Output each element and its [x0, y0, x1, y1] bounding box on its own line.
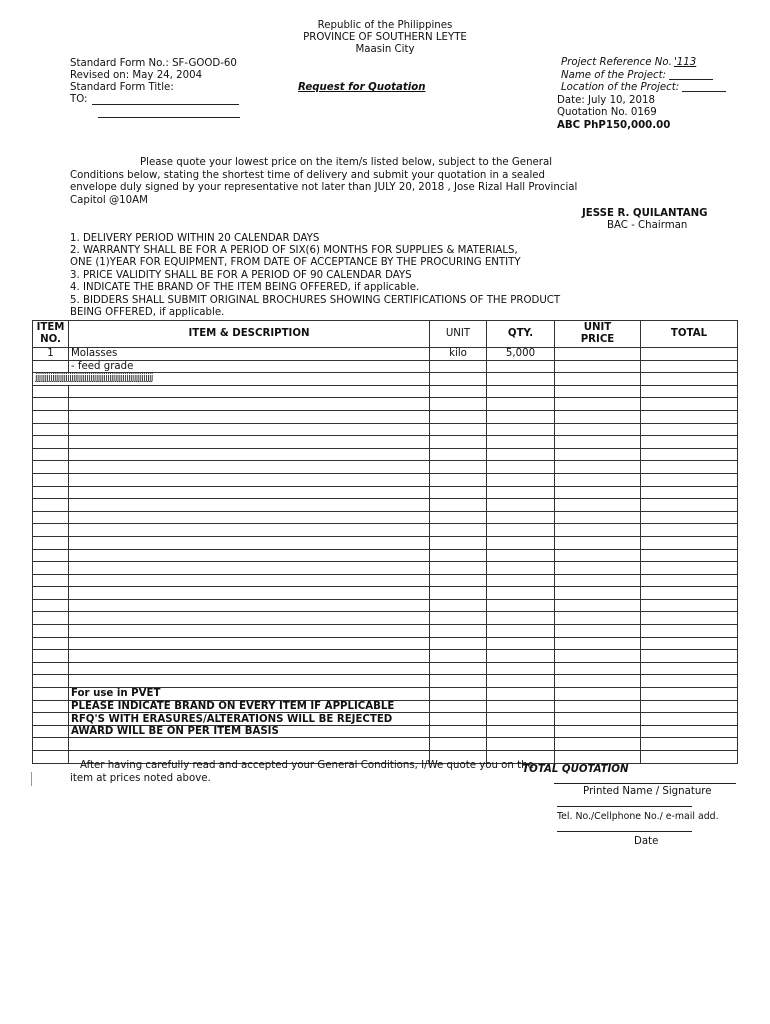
- total-quotation-value[interactable]: [641, 763, 738, 775]
- item-description-cell: [69, 436, 430, 449]
- item-description-cell: [69, 650, 430, 663]
- total-cell[interactable]: [641, 410, 738, 423]
- table-row: [33, 562, 738, 575]
- total-cell[interactable]: [641, 612, 738, 625]
- table-header-row: [33, 321, 738, 348]
- item-qty-cell: [487, 536, 555, 549]
- item-description-cell: - feed grade: [69, 360, 430, 373]
- table-row: [33, 448, 738, 461]
- unit-price-cell[interactable]: [555, 688, 641, 701]
- table-row: [33, 599, 738, 612]
- table-row: [33, 725, 738, 738]
- item-unit-cell: [430, 587, 487, 600]
- header-unit-price: [555, 321, 641, 348]
- unit-price-cell[interactable]: [555, 738, 641, 751]
- item-no-cell: [33, 637, 69, 650]
- header-unit-price-line2: PRICE: [580, 334, 615, 345]
- item-qty-cell: [487, 524, 555, 537]
- item-qty-cell: [487, 738, 555, 751]
- unit-price-cell[interactable]: [555, 385, 641, 398]
- unit-price-cell[interactable]: [555, 486, 641, 499]
- item-unit-cell: [430, 461, 487, 474]
- item-unit-cell: [430, 713, 487, 726]
- item-unit-cell: [430, 473, 487, 486]
- item-no-cell: [33, 499, 69, 512]
- to-line-2: [98, 117, 240, 118]
- item-qty-cell: [487, 511, 555, 524]
- item-no-cell: [33, 549, 69, 562]
- revised-on: Revised on: May 24, 2004: [70, 70, 203, 81]
- total-cell[interactable]: [641, 725, 738, 738]
- quotation-date: Date: July 10, 2018: [557, 95, 655, 106]
- condition-2-cont: ONE (1)YEAR FOR EQUIPMENT, FROM DATE OF ACCEPTANCE BY THE PROCURING ENTITY: [70, 257, 521, 268]
- total-cell[interactable]: [641, 486, 738, 499]
- header-unit: UNIT: [430, 321, 487, 348]
- total-cell[interactable]: [641, 662, 738, 675]
- unit-price-cell[interactable]: [555, 637, 641, 650]
- filler-row-cell: jjjjjjjjjjjjjjjjjjjjjjjjjjjjjjjjjjjjjjjjjjjjjjjjjjjjjjjjjjjjjj: [33, 373, 430, 386]
- total-cell[interactable]: [641, 713, 738, 726]
- unit-price-cell[interactable]: [555, 410, 641, 423]
- condition-2: 2. WARRANTY SHALL BE FOR A PERIOD OF SIX(6) MONTHS FOR SUPPLIES & MATERIALS,: [70, 245, 518, 256]
- project-name-line: [669, 79, 713, 80]
- item-qty-cell: [487, 562, 555, 575]
- item-unit-cell: [430, 511, 487, 524]
- item-no-cell: 1: [33, 348, 69, 361]
- item-description-cell: [69, 448, 430, 461]
- total-cell[interactable]: [641, 738, 738, 751]
- table-row: [33, 662, 738, 675]
- item-qty-cell: [487, 625, 555, 638]
- total-cell[interactable]: [641, 473, 738, 486]
- item-description-cell: [69, 486, 430, 499]
- item-description-cell: [69, 662, 430, 675]
- item-description-cell: [69, 562, 430, 575]
- item-no-cell: [33, 486, 69, 499]
- table-row: [33, 436, 738, 449]
- table-row: [33, 713, 738, 726]
- table-row: [33, 360, 738, 373]
- total-cell[interactable]: [641, 536, 738, 549]
- unit-price-cell[interactable]: [555, 461, 641, 474]
- table-row: [33, 473, 738, 486]
- item-qty-cell: [487, 360, 555, 373]
- item-description-cell: [69, 549, 430, 562]
- item-unit-cell: [430, 612, 487, 625]
- total-cell[interactable]: [641, 574, 738, 587]
- item-no-cell: [33, 625, 69, 638]
- item-qty-cell: [487, 423, 555, 436]
- table-row: [33, 688, 738, 701]
- note-cell: AWARD WILL BE ON PER ITEM BASIS: [69, 725, 430, 738]
- unit-price-cell[interactable]: [555, 423, 641, 436]
- unit-price-cell[interactable]: [555, 713, 641, 726]
- item-qty-cell: 5,000: [487, 348, 555, 361]
- total-cell[interactable]: [641, 637, 738, 650]
- table-row: [33, 612, 738, 625]
- total-cell[interactable]: [641, 650, 738, 663]
- item-qty-cell: [487, 461, 555, 474]
- table-row: [33, 348, 738, 361]
- item-no-cell: [33, 725, 69, 738]
- item-unit-cell: [430, 385, 487, 398]
- unit-price-cell[interactable]: [555, 473, 641, 486]
- standard-form-no: Standard Form No.: SF-GOOD-60: [70, 58, 237, 69]
- table-row: [33, 499, 738, 512]
- item-unit-cell: [430, 398, 487, 411]
- table-row: [33, 625, 738, 638]
- item-description-cell: [69, 511, 430, 524]
- unit-price-cell[interactable]: [555, 398, 641, 411]
- item-no-cell: [33, 410, 69, 423]
- item-description-cell: [69, 574, 430, 587]
- item-no-cell: [33, 461, 69, 474]
- item-no-cell: [33, 751, 69, 764]
- form-title: Request for Quotation: [298, 82, 426, 93]
- item-description-cell: [69, 410, 430, 423]
- item-unit-cell: [430, 738, 487, 751]
- total-cell[interactable]: [641, 511, 738, 524]
- item-qty-cell: [487, 574, 555, 587]
- project-ref-label: Project Reference No.: [561, 57, 672, 68]
- quotation-table: [32, 320, 738, 775]
- quotation-no: Quotation No. 0169: [557, 107, 657, 118]
- header-item-description: ITEM & DESCRIPTION: [69, 321, 430, 348]
- item-no-cell: [33, 675, 69, 688]
- table-row: [33, 675, 738, 688]
- to-label: TO:: [70, 94, 88, 105]
- item-description-cell: [69, 599, 430, 612]
- total-cell[interactable]: [641, 587, 738, 600]
- unit-price-cell[interactable]: [555, 662, 641, 675]
- item-no-cell: [33, 511, 69, 524]
- header-item-no: [33, 321, 69, 348]
- item-qty-cell: [487, 675, 555, 688]
- header-city: Maasin City: [355, 44, 415, 55]
- table-row: [33, 549, 738, 562]
- header-unit-price-line1: UNIT: [583, 322, 612, 333]
- total-cell[interactable]: [641, 524, 738, 537]
- item-no-cell: [33, 713, 69, 726]
- item-no-cell: [33, 599, 69, 612]
- item-no-cell: [33, 562, 69, 575]
- item-qty-cell: [487, 473, 555, 486]
- unit-price-cell[interactable]: [555, 625, 641, 638]
- item-no-cell: [33, 688, 69, 701]
- item-description-cell: [69, 738, 430, 751]
- tel-label: Tel. No./Cellphone No./ e-mail add.: [557, 811, 719, 822]
- item-description-cell: [69, 612, 430, 625]
- total-cell[interactable]: [641, 373, 738, 386]
- item-no-cell: [33, 700, 69, 713]
- item-unit-cell: [430, 725, 487, 738]
- item-unit-cell: [430, 650, 487, 663]
- acceptance-line-2: item at prices noted above.: [70, 773, 211, 784]
- item-qty-cell: [487, 436, 555, 449]
- tel-line: [557, 806, 692, 807]
- total-cell[interactable]: [641, 436, 738, 449]
- unit-price-cell[interactable]: [555, 700, 641, 713]
- item-unit-cell: [430, 688, 487, 701]
- item-no-cell: [33, 473, 69, 486]
- unit-price-cell[interactable]: [555, 675, 641, 688]
- header-qty: QTY.: [487, 321, 555, 348]
- unit-price-cell[interactable]: [555, 612, 641, 625]
- item-no-cell: [33, 524, 69, 537]
- item-qty-cell: [487, 486, 555, 499]
- total-cell[interactable]: [641, 549, 738, 562]
- item-no-cell: [33, 448, 69, 461]
- total-cell[interactable]: [641, 461, 738, 474]
- standard-form-title: Standard Form Title:: [70, 82, 174, 93]
- header-province: PROVINCE OF SOUTHERN LEYTE: [303, 32, 467, 43]
- unit-price-cell[interactable]: [555, 751, 641, 764]
- item-no-cell: [33, 612, 69, 625]
- item-qty-cell: [487, 650, 555, 663]
- unit-price-cell[interactable]: [555, 448, 641, 461]
- item-unit-cell: [430, 524, 487, 537]
- total-cell[interactable]: [641, 625, 738, 638]
- item-description-cell: [69, 675, 430, 688]
- unit-price-cell[interactable]: [555, 436, 641, 449]
- item-qty-cell: [487, 448, 555, 461]
- item-no-cell: [33, 360, 69, 373]
- item-unit-cell: [430, 700, 487, 713]
- item-qty-cell: [487, 713, 555, 726]
- intro-line-4: Capitol @10AM: [70, 195, 148, 206]
- total-cell[interactable]: [641, 360, 738, 373]
- total-cell[interactable]: [641, 562, 738, 575]
- header-item-no-line1: ITEM: [36, 322, 65, 333]
- item-no-cell: [33, 423, 69, 436]
- item-qty-cell: [487, 662, 555, 675]
- note-cell: RFQ'S WITH ERASURES/ALTERATIONS WILL BE REJECTED: [69, 713, 430, 726]
- item-no-cell: [33, 650, 69, 663]
- item-qty-cell: [487, 499, 555, 512]
- condition-1: 1. DELIVERY PERIOD WITHIN 20 CALENDAR DAYS: [70, 233, 320, 244]
- item-unit-cell: [430, 360, 487, 373]
- item-description-cell: [69, 499, 430, 512]
- total-cell[interactable]: [641, 675, 738, 688]
- total-cell[interactable]: [641, 385, 738, 398]
- item-description-cell: [69, 587, 430, 600]
- table-row: [33, 373, 738, 386]
- unit-price-cell[interactable]: [555, 725, 641, 738]
- item-unit-cell: [430, 410, 487, 423]
- total-cell[interactable]: [641, 423, 738, 436]
- condition-5: 5. BIDDERS SHALL SUBMIT ORIGINAL BROCHURES SHOWING CERTIFICATIONS OF THE PRODUCT: [70, 295, 561, 306]
- item-no-cell: [33, 587, 69, 600]
- item-description-cell: [69, 536, 430, 549]
- item-unit-cell: [430, 574, 487, 587]
- item-description-cell: [69, 625, 430, 638]
- item-no-cell: [33, 436, 69, 449]
- unit-price-cell[interactable]: [555, 511, 641, 524]
- table-row: [33, 423, 738, 436]
- header-total: TOTAL: [641, 321, 738, 348]
- note-cell: PLEASE INDICATE BRAND ON EVERY ITEM IF APPLICABLE: [69, 700, 430, 713]
- item-unit-cell: [430, 423, 487, 436]
- item-description-cell: [69, 473, 430, 486]
- item-qty-cell: [487, 398, 555, 411]
- item-unit-cell: [430, 486, 487, 499]
- item-unit-cell: [430, 549, 487, 562]
- item-unit-cell: [430, 625, 487, 638]
- project-location-label: Location of the Project:: [561, 82, 680, 93]
- table-row: [33, 524, 738, 537]
- item-no-cell: [33, 662, 69, 675]
- header-republic: Republic of the Philippines: [317, 20, 453, 31]
- item-qty-cell: [487, 700, 555, 713]
- unit-price-cell[interactable]: [555, 574, 641, 587]
- item-unit-cell: [430, 536, 487, 549]
- project-location-line: [682, 91, 726, 92]
- item-unit-cell: [430, 448, 487, 461]
- table-row: [33, 700, 738, 713]
- intro-line-1: Please quote your lowest price on the item/s listed below, subject to the General: [140, 157, 553, 168]
- item-unit-cell: [430, 662, 487, 675]
- date-label: Date: [634, 836, 659, 847]
- condition-3: 3. PRICE VALIDITY SHALL BE FOR A PERIOD OF 90 CALENDAR DAYS: [70, 270, 412, 281]
- total-quotation-label: TOTAL QUOTATION: [522, 763, 629, 775]
- unit-price-cell[interactable]: [555, 348, 641, 361]
- table-row: [33, 511, 738, 524]
- table-row: [33, 461, 738, 474]
- item-description-cell: [69, 385, 430, 398]
- table-row: [33, 574, 738, 587]
- total-cell[interactable]: [641, 499, 738, 512]
- note-cell: For use in PVET: [69, 688, 430, 701]
- header-item-no-line2: NO.: [40, 334, 61, 345]
- unit-price-cell[interactable]: [555, 587, 641, 600]
- unit-price-cell[interactable]: [555, 524, 641, 537]
- abc-amount: ABC PhP150,000.00: [557, 120, 671, 131]
- total-cell[interactable]: [641, 348, 738, 361]
- item-description-cell: [69, 637, 430, 650]
- printed-name-label: Printed Name / Signature: [583, 786, 712, 797]
- item-description-cell: Molasses: [69, 348, 430, 361]
- chairman-title: BAC - Chairman: [607, 220, 688, 231]
- item-qty-cell: [487, 587, 555, 600]
- item-qty-cell: [487, 688, 555, 701]
- unit-price-cell[interactable]: [555, 562, 641, 575]
- table-row: [33, 637, 738, 650]
- item-unit-cell: [430, 436, 487, 449]
- total-cell[interactable]: [641, 700, 738, 713]
- intro-line-2: Conditions below, stating the shortest time of delivery and submit your quotation in a sealed: [70, 170, 546, 181]
- unit-price-cell[interactable]: [555, 360, 641, 373]
- table-row: [33, 587, 738, 600]
- item-no-cell: [33, 574, 69, 587]
- table-row: [33, 486, 738, 499]
- table-row: [33, 398, 738, 411]
- total-cell[interactable]: [641, 448, 738, 461]
- total-cell[interactable]: [641, 599, 738, 612]
- table-row: [33, 536, 738, 549]
- condition-5-cont: BEING OFFERED, if applicable.: [70, 307, 225, 318]
- signature-line: [554, 783, 736, 784]
- total-cell[interactable]: [641, 751, 738, 764]
- table-row: [33, 410, 738, 423]
- total-cell[interactable]: [641, 398, 738, 411]
- item-unit-cell: [430, 562, 487, 575]
- table-row: [33, 650, 738, 663]
- item-unit-cell: kilo: [430, 348, 487, 361]
- item-description-cell: [69, 524, 430, 537]
- condition-4: 4. INDICATE THE BRAND OF THE ITEM BEING OFFERED, if applicable.: [70, 282, 420, 293]
- item-unit-cell: [430, 675, 487, 688]
- unit-price-cell[interactable]: [555, 650, 641, 663]
- unit-price-cell[interactable]: [555, 549, 641, 562]
- table-row: [33, 738, 738, 751]
- item-no-cell: [33, 536, 69, 549]
- intro-line-3: envelope duly signed by your representative not later than JULY 20, 2018 , Jose Rizal Hall Provincial: [70, 182, 578, 193]
- item-unit-cell: [430, 499, 487, 512]
- item-no-cell: [33, 385, 69, 398]
- item-qty-cell: [487, 410, 555, 423]
- table-row: [33, 385, 738, 398]
- item-qty-cell: [487, 612, 555, 625]
- item-description-cell: [69, 423, 430, 436]
- item-unit-cell: [430, 373, 487, 386]
- unit-price-cell[interactable]: [555, 599, 641, 612]
- item-qty-cell: [487, 549, 555, 562]
- item-qty-cell: [487, 373, 555, 386]
- item-qty-cell: [487, 599, 555, 612]
- item-description-cell: [69, 398, 430, 411]
- item-unit-cell: [430, 637, 487, 650]
- acceptance-line-1: After having carefully read and accepted your General Conditions, I/We quote you on the: [80, 760, 534, 771]
- total-cell[interactable]: [641, 688, 738, 701]
- margin-mark: [31, 772, 32, 786]
- item-qty-cell: [487, 385, 555, 398]
- item-description-cell: [69, 461, 430, 474]
- item-qty-cell: [487, 637, 555, 650]
- date-line: [557, 831, 692, 832]
- unit-price-cell[interactable]: [555, 536, 641, 549]
- item-no-cell: [33, 398, 69, 411]
- project-ref-value: '113: [674, 57, 697, 68]
- chairman-name: JESSE R. QUILANTANG: [582, 208, 708, 219]
- unit-price-cell[interactable]: [555, 373, 641, 386]
- project-name-label: Name of the Project:: [561, 70, 666, 81]
- item-no-cell: [33, 738, 69, 751]
- to-line-1: [92, 104, 239, 105]
- item-qty-cell: [487, 725, 555, 738]
- unit-price-cell[interactable]: [555, 499, 641, 512]
- item-unit-cell: [430, 599, 487, 612]
